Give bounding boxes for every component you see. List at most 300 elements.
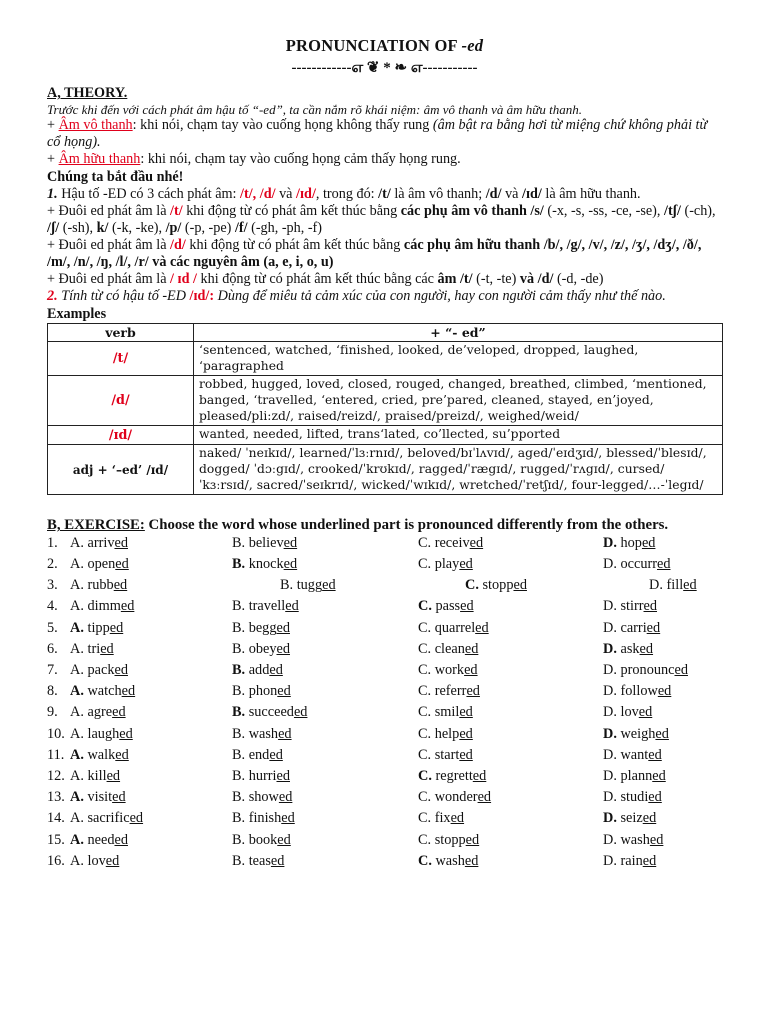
option-c[interactable] <box>465 577 527 594</box>
option-letter: D. <box>649 577 667 594</box>
t-rule-e: (-sh), <box>59 219 97 236</box>
option-word-stem: fill <box>666 577 684 594</box>
option-letter: B. <box>280 577 297 594</box>
option-word-stem: wash <box>431 852 465 869</box>
option-underlined-part: ed <box>464 662 478 679</box>
option-d[interactable] <box>603 789 662 806</box>
question-number: 14. <box>47 810 65 827</box>
option-letter: A. <box>70 852 88 869</box>
t-rule-d: (-ch), <box>680 202 716 219</box>
examples-heading: Examples <box>47 305 107 322</box>
t-rule-sh: /ʃ/ <box>47 219 60 236</box>
option-word-stem: weigh <box>616 725 656 742</box>
option-underlined-part: ed <box>121 683 136 700</box>
question-row <box>47 789 722 810</box>
option-letter: D. <box>603 619 621 636</box>
option-letter: B. <box>232 534 249 551</box>
d-rule-sound: /d/ <box>170 236 186 253</box>
question-row <box>47 704 722 725</box>
option-a[interactable] <box>70 768 120 785</box>
option-letter: C. <box>418 852 432 869</box>
question-row <box>47 556 722 577</box>
rule-1-text-d: và <box>501 185 523 202</box>
rule-1-text-c: là âm vô thanh; <box>390 185 486 202</box>
t-rule-b: khi động từ có phát âm kết thúc bằng <box>182 202 401 219</box>
rule-2 <box>47 288 722 305</box>
option-word-stem: knock <box>245 556 284 573</box>
option-letter: D. <box>603 704 621 721</box>
option-d[interactable] <box>603 683 671 700</box>
option-letter: A. <box>70 662 88 679</box>
option-underlined-part: ed <box>475 619 489 636</box>
option-b[interactable] <box>232 810 295 827</box>
option-word-stem: seiz <box>616 810 643 827</box>
option-word-stem: watch <box>83 683 122 700</box>
option-letter: D. <box>603 683 621 700</box>
question-number: 16. <box>47 852 65 869</box>
option-b[interactable] <box>232 641 290 658</box>
option-letter: B. <box>232 746 249 763</box>
option-underlined-part: ed <box>283 556 298 573</box>
ornament-divider: ------------எ ❦ * ❧ எ----------- <box>291 59 478 76</box>
question-row <box>47 683 722 704</box>
option-underlined-part: ed <box>683 577 697 594</box>
option-a[interactable] <box>70 726 133 743</box>
voiced-label: Âm hữu thanh <box>58 151 141 168</box>
examples-header-row <box>48 323 723 341</box>
question-row <box>47 747 722 768</box>
option-word-stem: plann <box>620 767 653 784</box>
option-d[interactable] <box>603 535 655 552</box>
voiced-text: : khi nói, chạm tay vào cuống họng cảm thấy họng rung. <box>140 151 461 168</box>
option-word-stem: pronounc <box>620 662 675 679</box>
option-underlined-part: ed <box>113 577 128 594</box>
option-underlined-part: ed <box>459 704 473 721</box>
option-letter: B. <box>232 831 249 848</box>
option-a[interactable] <box>70 683 135 700</box>
option-letter: A. <box>70 767 88 784</box>
option-letter: A. <box>70 683 84 700</box>
t-rule <box>47 203 722 237</box>
option-letter: B. <box>232 662 246 679</box>
voiceless-definition: + Âm vô thanh: khi nói, chạm tay vào cuống họng không thấy rung (âm bật ra bằng hơi từ miệng chứ không phải từ cổ họng). <box>47 117 708 151</box>
option-word-stem: fix <box>434 810 451 827</box>
exercise-label: B, EXERCISE: <box>47 517 145 534</box>
option-c[interactable] <box>418 726 473 743</box>
voiced-definition: + Âm hữu thanh: khi nói, chạm tay vào cuống họng cảm thấy họng rung. <box>47 151 461 168</box>
option-a[interactable] <box>70 641 114 658</box>
option-letter: A. <box>70 556 88 573</box>
option-letter: C. <box>418 810 435 827</box>
option-underlined-part: ed <box>477 789 492 806</box>
option-word-stem: laugh <box>87 725 120 742</box>
question-number: 7. <box>47 662 58 679</box>
col-ed-header: + “- ed” <box>194 323 723 341</box>
row-words: robbed, hugged, loved, closed, rouged, changed, breathed, climbed, ‘mentioned, banged, ‘travelled, ‘entered, cried, pre’pared, cleaned, stayed, en’joyed, pleased/pli:zd/, raised/reizd/, praised/preizd/, weighed/weid/ <box>194 376 723 426</box>
option-word-stem: studi <box>620 789 649 806</box>
option-underlined-part: ed <box>106 767 121 784</box>
option-word-stem: dimm <box>87 598 121 615</box>
option-d[interactable] <box>603 768 666 785</box>
option-word-stem: kill <box>87 767 107 784</box>
option-b[interactable] <box>232 620 290 637</box>
row-words: wanted, needed, lifted, trans‘lated, co’llected, su’pported <box>194 426 723 445</box>
option-b[interactable] <box>232 747 283 764</box>
option-d[interactable] <box>603 556 671 573</box>
option-underlined-part: ed <box>472 767 487 784</box>
question-number: 3. <box>47 577 58 594</box>
option-letter: A. <box>70 598 88 615</box>
option-word-stem: finish <box>248 810 282 827</box>
option-underlined-part: ed <box>450 810 465 827</box>
option-word-stem: sacrific <box>87 810 130 827</box>
option-a[interactable] <box>70 577 127 594</box>
option-word-stem: wash <box>248 725 279 742</box>
d-rule-a: + Đuôi ed phát âm là <box>47 236 171 253</box>
option-underlined-part: ed <box>114 831 128 848</box>
t-rule-tsh: /tʃ/ <box>664 202 681 219</box>
option-letter: A. <box>70 704 88 721</box>
option-underlined-part: ed <box>119 725 133 742</box>
option-word-stem: tri <box>87 640 101 657</box>
t-rule-f: (-k, -ke), <box>108 219 166 236</box>
question-number: 13. <box>47 789 65 806</box>
option-underlined-part: ed <box>655 725 669 742</box>
question-number: 4. <box>47 598 58 615</box>
option-word-stem: wash <box>620 831 650 848</box>
option-c[interactable] <box>418 789 491 806</box>
option-word-stem: believ <box>248 534 284 551</box>
option-underlined-part: ed <box>460 598 474 615</box>
option-letter: C. <box>418 767 432 784</box>
option-underlined-part: ed <box>466 683 480 700</box>
examples-row-t <box>48 341 723 375</box>
option-word-stem: walk <box>83 746 116 763</box>
t-rule-c: (-x, -s, -ss, -ce, -se), <box>543 202 665 219</box>
option-underlined-part: ed <box>105 852 120 869</box>
option-underlined-part: ed <box>646 619 661 636</box>
rule-1-d: /d/ <box>485 185 502 202</box>
option-word-stem: carri <box>620 619 647 636</box>
question-row <box>47 598 722 619</box>
option-a[interactable] <box>70 832 128 849</box>
option-b[interactable] <box>232 832 291 849</box>
option-letter: B. <box>232 598 249 615</box>
title-prefix: PRONUNCIATION OF <box>285 36 458 55</box>
option-underlined-part: ed <box>285 598 299 615</box>
option-b[interactable] <box>280 577 336 594</box>
id-rule <box>47 271 722 288</box>
option-underlined-part: ed <box>276 640 290 657</box>
option-d[interactable] <box>603 810 656 827</box>
option-letter: C. <box>418 725 435 742</box>
option-underlined-part: ed <box>112 789 126 806</box>
option-d[interactable] <box>603 704 652 721</box>
row-label: /d/ <box>48 376 194 426</box>
id-rule-bold1: âm /t/ <box>437 270 473 287</box>
option-word-stem: rubb <box>87 577 114 594</box>
question-row <box>47 535 722 556</box>
option-letter: B. <box>232 640 249 657</box>
option-letter: D. <box>603 556 621 573</box>
rule-1-text-a: Hậu tố -ED có 3 cách phát âm: <box>57 185 241 202</box>
option-underlined-part: ed <box>278 789 293 806</box>
option-letter: C. <box>418 534 435 551</box>
option-underlined-part: ed <box>649 831 664 848</box>
id-rule-b: khi động từ có phát âm kết thúc bằng các <box>197 270 438 287</box>
question-row <box>47 641 722 662</box>
option-letter: D. <box>603 725 617 742</box>
option-underlined-part: ed <box>283 534 298 551</box>
option-underlined-part: ed <box>115 556 129 573</box>
option-word-stem: lov <box>620 704 639 721</box>
option-underlined-part: ed <box>643 598 658 615</box>
option-a[interactable] <box>70 662 128 679</box>
d-rule <box>47 237 722 271</box>
option-a[interactable] <box>70 853 119 870</box>
option-word-stem: pack <box>87 662 115 679</box>
option-underlined-part: ed <box>674 662 688 679</box>
option-word-stem: start <box>434 746 460 763</box>
option-underlined-part: ed <box>513 577 527 594</box>
option-letter: B. <box>232 704 246 721</box>
option-word-stem: travell <box>248 598 286 615</box>
option-letter: A. <box>70 619 84 636</box>
start-line: Chúng ta bắt đầu nhé! <box>47 168 184 185</box>
option-underlined-part: ed <box>112 704 126 721</box>
option-a[interactable] <box>70 556 129 573</box>
option-letter: A. <box>70 810 88 827</box>
rule-1-and: và <box>275 185 297 202</box>
option-word-stem: stopp <box>434 831 466 848</box>
option-word-stem: agre <box>87 704 113 721</box>
option-b[interactable] <box>232 683 291 700</box>
question-number: 11. <box>47 746 65 763</box>
option-word-stem: regrett <box>431 767 473 784</box>
rule-1 <box>47 186 722 203</box>
option-word-stem: follow <box>620 683 658 700</box>
rule-2-text-b: Dùng để miêu tả cảm xúc của con người, hay con người cảm thấy như thế nào. <box>214 287 666 304</box>
theory-heading: A, THEORY. <box>47 84 128 101</box>
option-a[interactable] <box>70 789 126 806</box>
option-underlined-part: ed <box>276 619 290 636</box>
option-word-stem: phon <box>248 683 278 700</box>
option-c[interactable] <box>418 662 478 679</box>
option-underlined-part: ed <box>459 725 473 742</box>
option-word-stem: book <box>248 831 278 848</box>
option-b[interactable] <box>232 704 307 721</box>
option-letter: B. <box>232 556 246 573</box>
option-word-stem: open <box>87 556 116 573</box>
question-number: 8. <box>47 683 58 700</box>
option-underlined-part: ed <box>464 852 479 869</box>
option-letter: B. <box>232 767 249 784</box>
exercise-heading <box>47 516 722 534</box>
option-b[interactable] <box>232 556 297 573</box>
option-letter: B. <box>232 725 249 742</box>
option-letter: C. <box>418 683 435 700</box>
option-word-stem: referr <box>434 683 467 700</box>
t-rule-sound: /t/ <box>170 202 183 219</box>
option-underlined-part: ed <box>459 556 473 573</box>
option-word-stem: obey <box>248 640 277 657</box>
option-letter: A. <box>70 534 88 551</box>
id-rule-c: (-t, -te) <box>472 270 520 287</box>
question-row <box>47 768 722 789</box>
option-word-stem: begg <box>248 619 277 636</box>
examples-row-id <box>48 426 723 445</box>
option-b[interactable] <box>232 535 297 552</box>
option-word-stem: add <box>245 662 270 679</box>
option-underlined-part: ed <box>277 683 291 700</box>
option-c[interactable] <box>418 704 473 721</box>
option-word-stem: occurr <box>620 556 657 573</box>
option-underlined-part: ed <box>639 640 654 657</box>
t-rule-ff: /f/ <box>234 219 248 236</box>
option-b[interactable] <box>232 853 284 870</box>
voiceless-italic: (âm bật ra bằng hơi từ miệng chứ không phải từ cổ họng). <box>47 117 708 151</box>
option-c[interactable] <box>418 747 473 764</box>
option-c[interactable] <box>418 810 464 827</box>
option-a[interactable] <box>70 747 129 764</box>
option-letter: B. <box>232 810 249 827</box>
option-underlined-part: ed <box>277 831 291 848</box>
option-letter: D. <box>603 746 621 763</box>
option-b[interactable] <box>232 726 292 743</box>
option-b[interactable] <box>232 768 290 785</box>
option-letter: C. <box>418 789 435 806</box>
option-underlined-part: ed <box>648 789 662 806</box>
option-underlined-part: ed <box>657 683 672 700</box>
option-letter: A. <box>70 746 84 763</box>
option-letter: B. <box>232 619 249 636</box>
d-rule-bold: các phụ âm hữu thanh /b/, /g/, /v/, /z/, /ʒ/, /dʒ/, /ð/, /m/, /n/, /ŋ, /l/, /r/ và các nguyên âm (a, e, i, o, u) <box>47 236 702 270</box>
option-c[interactable] <box>418 832 479 849</box>
option-c[interactable] <box>418 768 486 785</box>
t-rule-a: + Đuôi ed phát âm là <box>47 202 171 219</box>
option-letter: C. <box>418 619 435 636</box>
option-underlined-part: ed <box>120 598 135 615</box>
option-c[interactable] <box>418 683 480 700</box>
option-letter: D. <box>603 852 621 869</box>
option-underlined-part: ed <box>641 534 656 551</box>
option-a[interactable] <box>70 598 134 615</box>
option-word-stem: succeed <box>245 704 294 721</box>
option-b[interactable] <box>232 789 292 806</box>
option-letter: D. <box>603 640 617 657</box>
id-rule-a: + Đuôi ed phát âm là <box>47 270 171 287</box>
col-verb-header: verb <box>48 323 194 341</box>
option-letter: C. <box>418 704 435 721</box>
option-c[interactable] <box>418 620 489 637</box>
option-underlined-part: ed <box>100 640 114 657</box>
option-underlined-part: ed <box>115 746 129 763</box>
option-letter: D. <box>603 810 617 827</box>
option-word-stem: quarrel <box>434 619 476 636</box>
option-word-stem: help <box>434 725 460 742</box>
option-d[interactable] <box>649 577 697 594</box>
rule-1-text-b: , trong đó: <box>315 185 379 202</box>
option-letter: A. <box>70 831 84 848</box>
option-letter: A. <box>70 725 88 742</box>
option-underlined-part: ed <box>459 746 473 763</box>
option-d[interactable] <box>603 662 688 679</box>
question-row <box>47 620 722 641</box>
option-word-stem: stirr <box>620 598 644 615</box>
option-letter: C. <box>465 577 479 594</box>
option-word-stem: need <box>83 831 115 848</box>
option-letter: D. <box>603 789 621 806</box>
option-letter: B. <box>232 683 249 700</box>
question-number: 6. <box>47 640 58 657</box>
option-b[interactable] <box>232 598 299 615</box>
option-word-stem: clean <box>434 640 465 657</box>
rule-2-number: 2. <box>47 287 58 304</box>
option-c[interactable] <box>418 853 478 870</box>
rule-1-id: /ɪd/ <box>296 185 316 202</box>
option-word-stem: ask <box>616 640 640 657</box>
option-letter: C. <box>418 831 435 848</box>
option-word-stem: receiv <box>434 534 470 551</box>
option-underlined-part: ed <box>278 725 292 742</box>
option-d[interactable] <box>603 832 663 849</box>
option-underlined-part: ed <box>114 662 128 679</box>
option-word-stem: hurri <box>248 767 277 784</box>
option-d[interactable] <box>603 598 657 615</box>
option-letter: A. <box>70 789 84 806</box>
option-d[interactable] <box>603 726 669 743</box>
option-d[interactable] <box>603 853 656 870</box>
option-c[interactable] <box>418 598 474 615</box>
option-b[interactable] <box>232 662 283 679</box>
t-rule-bold: các phụ âm vô thanh /s/ <box>400 202 544 219</box>
option-underlined-part: ed <box>464 640 479 657</box>
option-underlined-part: ed <box>648 746 662 763</box>
question-number: 15. <box>47 831 65 848</box>
t-rule-g: (-p, -pe) <box>181 219 235 236</box>
option-a[interactable] <box>70 704 126 721</box>
question-number: 2. <box>47 556 58 573</box>
option-letter: A. <box>70 640 88 657</box>
option-c[interactable] <box>418 556 473 573</box>
option-underlined-part: ed <box>293 704 308 721</box>
option-a[interactable] <box>70 810 143 827</box>
t-rule-p: /p/ <box>165 219 182 236</box>
option-d[interactable] <box>603 747 662 764</box>
option-a[interactable] <box>70 620 123 637</box>
option-underlined-part: ed <box>269 662 283 679</box>
option-word-stem: tipp <box>83 619 110 636</box>
option-c[interactable] <box>418 535 483 552</box>
option-underlined-part: ed <box>469 534 484 551</box>
option-word-stem: lov <box>87 852 106 869</box>
option-d[interactable] <box>603 620 660 637</box>
option-underlined-part: ed <box>281 810 295 827</box>
option-letter: B. <box>232 852 249 869</box>
option-d[interactable] <box>603 641 653 658</box>
option-word-stem: show <box>248 789 279 806</box>
option-letter: A. <box>70 577 88 594</box>
option-letter: D. <box>603 534 617 551</box>
option-c[interactable] <box>418 641 478 658</box>
row-label: adj + ‘–ed’ /ɪd/ <box>48 445 194 495</box>
option-a[interactable] <box>70 535 128 552</box>
option-word-stem: tugg <box>296 577 323 594</box>
option-letter: B. <box>232 789 249 806</box>
theory-intro: Trước khi đến với cách phát âm hậu tố “-ed”, ta cần nắm rõ khái niệm: âm vô thanh và âm hữu thanh. <box>47 101 582 117</box>
page-title <box>47 36 722 56</box>
option-word-stem: pass <box>431 598 461 615</box>
